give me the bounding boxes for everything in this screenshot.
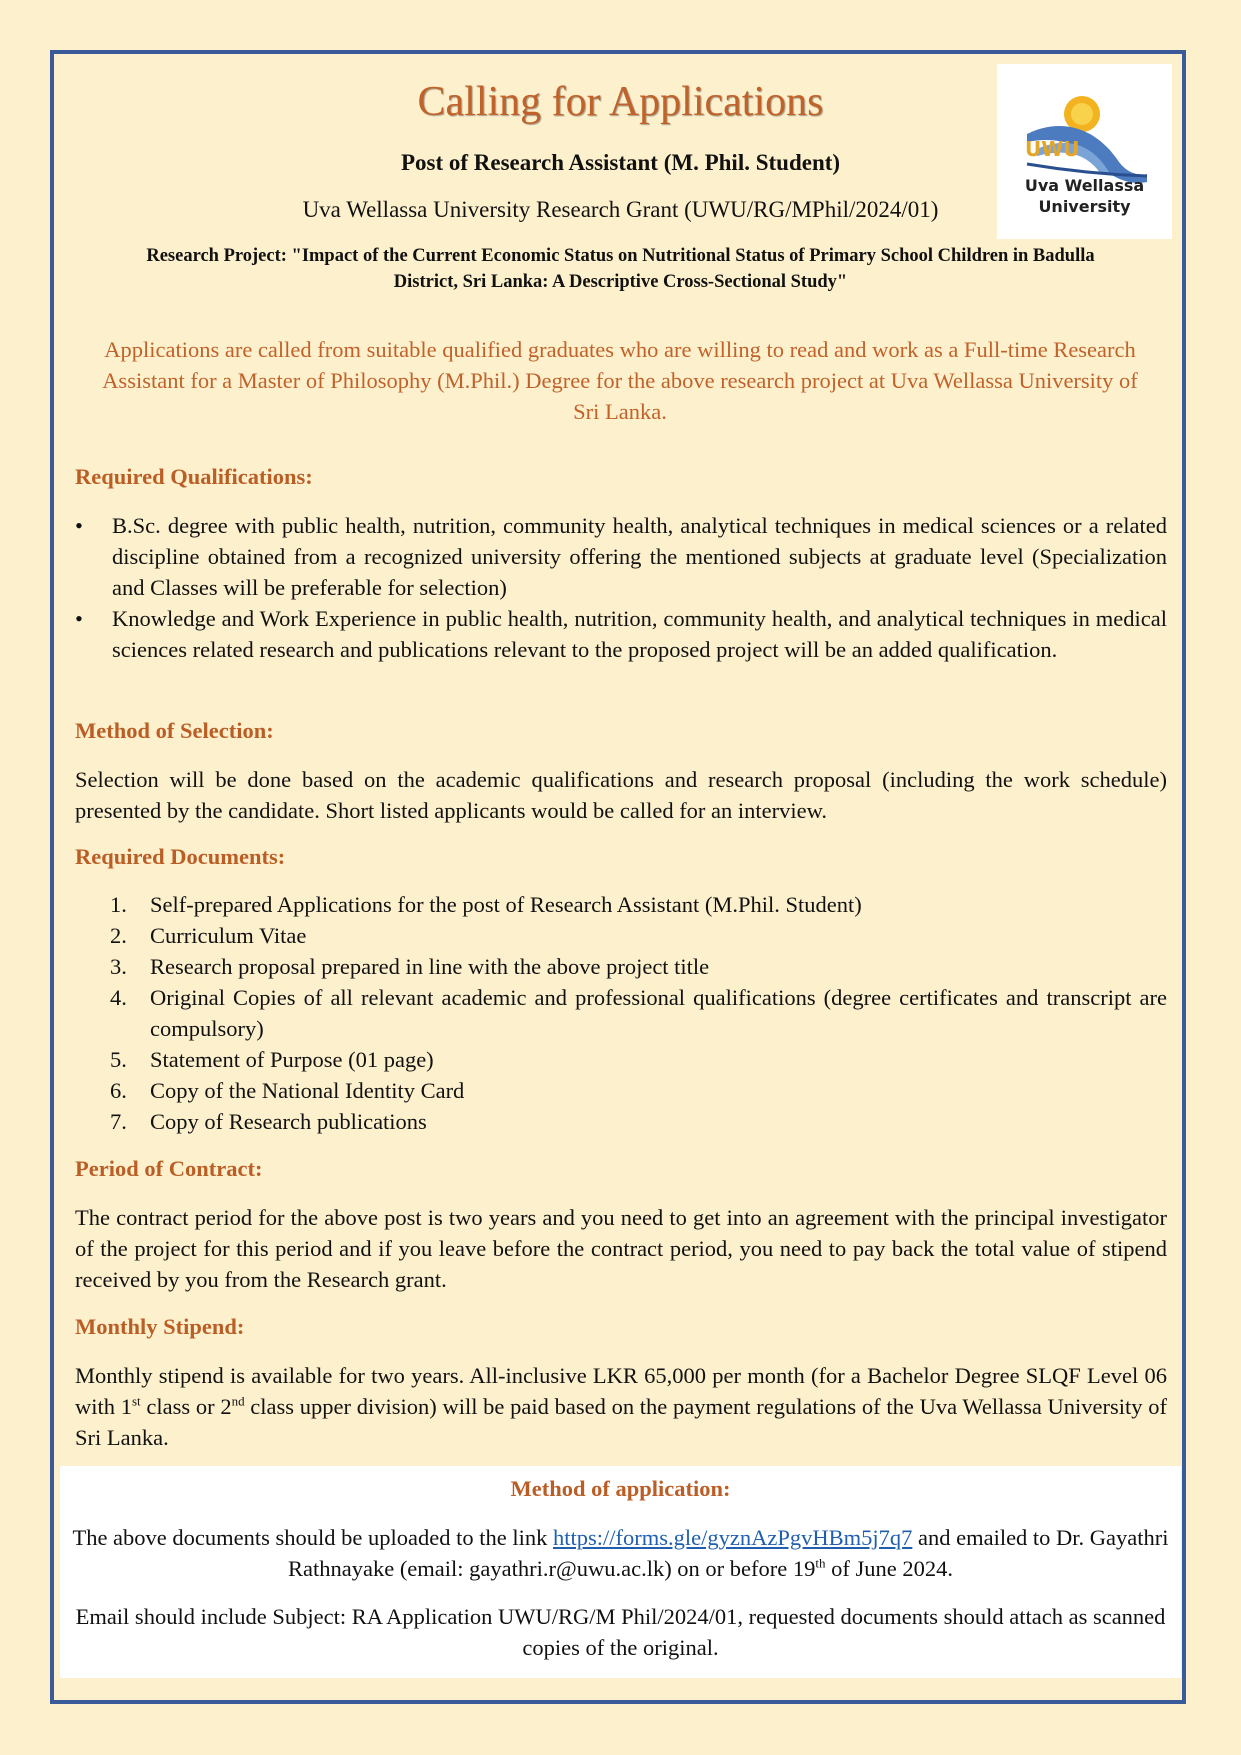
document-text: Copy of the National Identity Card — [150, 1078, 465, 1103]
email-subject-note: Email should include Subject: RA Application UWU/RG/M Phil/2024/01, requested documents should attach as scanned copies of the original. — [75, 1604, 1166, 1660]
list-item: 5. Statement of Purpose (01 page) — [110, 1047, 434, 1072]
document-text: Self-prepared Applications for the post of Research Assistant (M.Phil. Student) — [150, 892, 862, 917]
qualifications-list — [75, 510, 1167, 665]
list-item: 3. Research proposal prepared in line with the above project title — [110, 954, 710, 979]
list-item — [75, 603, 1167, 665]
stipend-heading: Monthly Stipend: — [75, 1314, 245, 1339]
application-form-link[interactable]: https://forms.gle/gyznAzPgvHBm5j7q7 — [552, 1525, 913, 1550]
qualification-text: Knowledge and Work Experience in public health, nutrition, community health, and analytical techniques in medical sciences related research and publications relevant to the proposed project will be an added qualification. — [112, 606, 1167, 662]
selection-text: Selection will be done based on the academic qualifications and research proposal (including the work schedule) presented by the candidate. Short listed applicants would be called for an interview. — [75, 767, 1167, 823]
project-line-2: District, Sri Lanka: A Descriptive Cross-Sectional Study" — [393, 272, 848, 292]
document-text: Original Copies of all relevant academic and professional qualifications (degree certificates and transcript are compulsory) — [150, 985, 1167, 1041]
document-text: Curriculum Vitae — [150, 923, 307, 948]
qualification-text: B.Sc. degree with public health, nutrition, community health, analytical techniques in medical sciences or a related discipline obtained from a recognized university offering the mentioned subjects at graduate level (Specialization and Classes will be preferable for selection) — [112, 513, 1167, 600]
logo-name-line1: Uva Wellassa — [1024, 176, 1145, 195]
document-text: Research proposal prepared in line with the above project title — [150, 954, 710, 979]
bullet-icon: • — [75, 606, 83, 631]
contract-heading: Period of Contract: — [75, 1156, 263, 1181]
intro-paragraph: Applications are called from suitable qualified graduates who are willing to read and work as a Full-time Research Assistant for a Master of Philosophy (M.Phil.) Degree for the above research project at Uva Wellassa University of Sri Lanka. — [102, 337, 1138, 424]
list-item: 6. Copy of the National Identity Card — [110, 1078, 465, 1103]
logo-mark: UWU — [1025, 137, 1080, 161]
application-heading: Method of application: — [510, 1476, 731, 1501]
post-title: Post of Research Assistant (M. Phil. Student) — [400, 150, 841, 175]
project-line-1: Research Project: "Impact of the Current Economic Status on Nutritional Status of Primary School Children in Badulla — [146, 246, 1095, 266]
list-item — [75, 510, 1167, 603]
stipend-text: Monthly stipend is available for two years. All-inclusive LKR 65,000 per month (for a Bachelor Degree SLQF Level 06 with 1st class or 2nd class upper division) will be paid based on the payment regulations of the Uva Wellassa University of Sri Lanka. — [75, 1363, 1167, 1450]
grant-line: Uva Wellassa University Research Grant (UWU/RG/MPhil/2024/01) — [302, 197, 939, 222]
document-text: Statement of Purpose (01 page) — [150, 1047, 434, 1072]
logo-name-line2: University — [1038, 197, 1131, 216]
qualifications-heading: Required Qualifications: — [75, 464, 313, 489]
page-border — [50, 50, 1186, 1704]
list-item: 4. Original Copies of all relevant academic and professional qualifications (degree certificates and transcript are compulsory) — [110, 985, 1167, 1041]
bullet-icon: • — [75, 513, 83, 538]
list-item: 2. Curriculum Vitae — [110, 923, 307, 948]
application-instructions: The above documents should be uploaded to the link https://forms.gle/gyznAzPgvHBm5j7q7 and emailed to Dr. Gayathri Rathnayake (email: gayathri.r@uwu.ac.lk) on or before 19th of June 2024. — [72, 1525, 1169, 1581]
list-item: 7. Copy of Research publications — [110, 1109, 427, 1134]
contract-text: The contract period for the above post is two years and you need to get into an agreement with the principal investigator of the project for this period and if you leave before the contract period, you need to pay back the total value of stipend received by you from the Research grant. — [75, 1205, 1167, 1292]
selection-heading: Method of Selection: — [75, 718, 274, 743]
documents-heading: Required Documents: — [75, 844, 286, 869]
document-text: Copy of Research publications — [150, 1109, 427, 1134]
list-item: 1. Self-prepared Applications for the post of Research Assistant (M.Phil. Student) — [110, 892, 862, 917]
page-title: Calling for Applications — [417, 79, 824, 125]
research-project-title — [78, 243, 1163, 295]
documents-list — [110, 889, 1167, 1137]
